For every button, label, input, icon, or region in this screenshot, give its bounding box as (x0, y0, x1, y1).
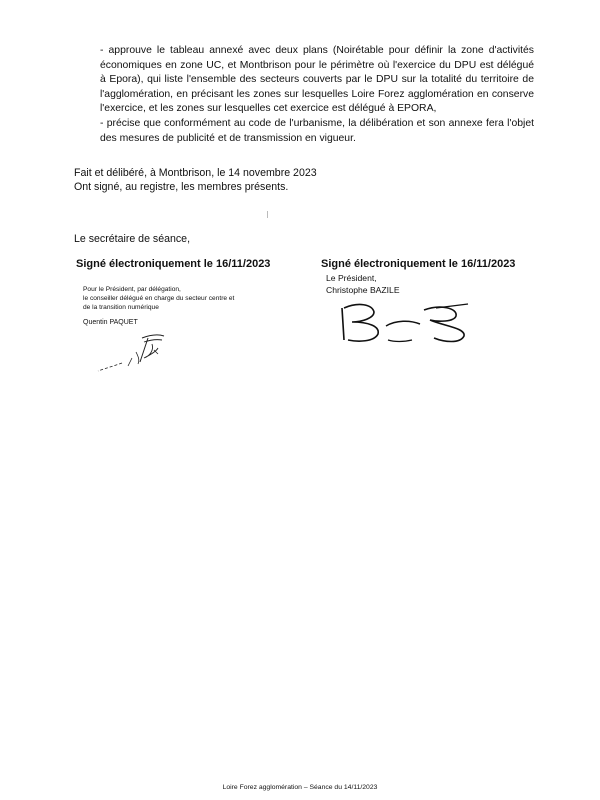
left-signed-electronically: Signé électroniquement le 16/11/2023 (76, 258, 271, 270)
right-signed-electronically: Signé électroniquement le 16/11/2023 (321, 258, 516, 270)
fait-et-delibere: Fait et délibéré, à Montbrison, le 14 novembre 2023 (74, 167, 317, 179)
secretaire-de-seance: Le secrétaire de séance, (74, 233, 191, 245)
delegation-line-3: de la transition numérique (83, 304, 159, 311)
secretary-signature (92, 330, 182, 375)
ont-signe: Ont signé, au registre, les membres présents. (74, 181, 289, 193)
page-footer: Loire Forez agglomération – Séance du 14/11/2023 (222, 784, 378, 791)
delegation-line-2: le conseiller délégué en charge du secteur centre et (83, 295, 235, 302)
scan-mark (267, 211, 268, 218)
paragraph-precise: - précise que conformément au code de l'urbanisme, la délibération et son annexe fera l'objet des mesures de publicité et de transmission en vigueur. (100, 118, 534, 144)
paragraph-approuve: - approuve le tableau annexé avec deux plans (Noirétable pour définir la zone d'activités économiques en zone UC, et Montbrison pour le périmètre où l'exercice du DPU est délégué à Epora), qui liste l'ensemble des secteurs couverts par le DPU sur la totalité du territoire de l'agglomération, en précisant les zones sur lesquelles Loire Forez agglomération en conserve l'exercice, et les zones sur lesquelles cet exercice est délégué à EPORA, (100, 45, 534, 115)
president-signature (328, 296, 478, 351)
secretary-name: Quentin PAQUET (83, 319, 138, 326)
president-role: Le Président, (326, 273, 377, 283)
president-name: Christophe BAZILE (326, 285, 400, 295)
delegation-line-1: Pour le Président, par délégation, (83, 286, 181, 293)
